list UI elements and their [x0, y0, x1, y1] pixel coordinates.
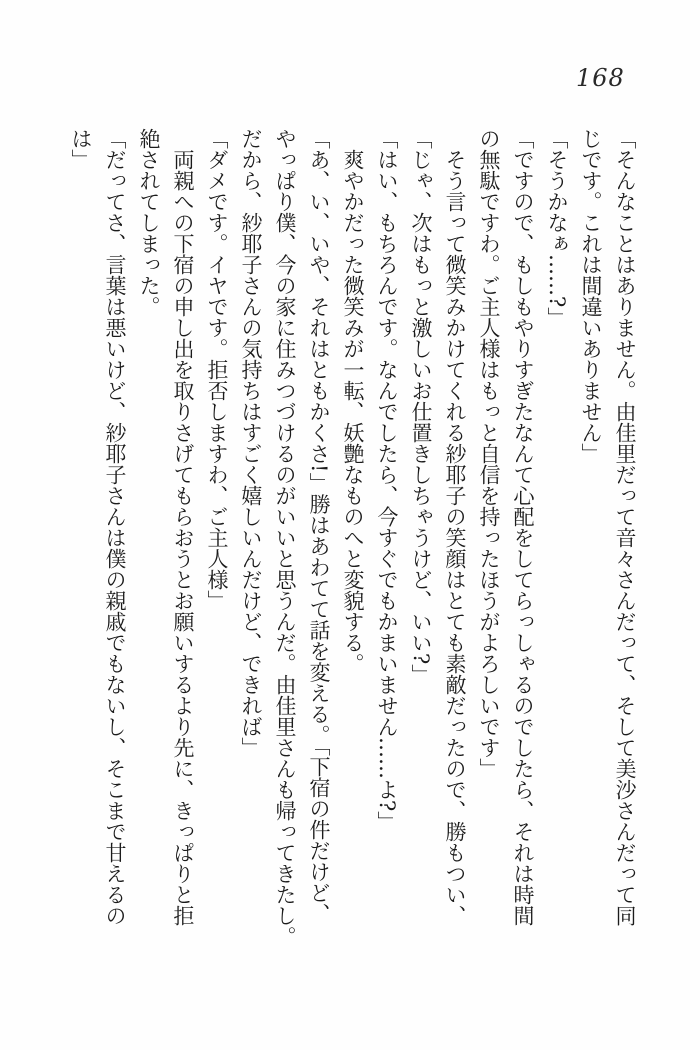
text-block	[64, 128, 642, 947]
text-column: 「はい、もちろんです。なんでしたら、今すぐでもかまいません……よ?」	[375, 128, 399, 833]
text-column: の無駄ですわ。ご主人様はもっと自信を持ったほうがよろしいです」	[477, 128, 501, 779]
text-column: は」	[69, 128, 93, 170]
paragraph-narration	[438, 128, 472, 928]
paragraph-dialogue	[472, 128, 540, 928]
paragraph-dialogue	[64, 128, 132, 928]
text-column: 「ダメです。イヤです。拒否しますわ、ご主人様」	[205, 128, 229, 611]
text-column: 「だってさ、言葉は悪いけど、紗耶子さんは僕の親戚でもないし、そこまで甘えるの	[103, 128, 127, 926]
paragraph-dialogue	[404, 128, 438, 928]
paragraph-narration	[336, 128, 370, 928]
text-column: 両親への下宿の申し出を取りさげてもらおうとお願いするより先に、きっぱりと拒	[171, 149, 195, 926]
paragraph-dialogue	[234, 128, 336, 947]
paragraph-dialogue	[574, 128, 642, 928]
paragraph-dialogue	[200, 128, 234, 928]
text-column: やっぱり僕、今の家に住みつづけるのがいいと思うんだ。由佳里さんも帰ってきたし。	[273, 128, 297, 947]
paragraph-narration	[132, 128, 200, 928]
text-column: 絶されてしまった。	[137, 128, 161, 317]
text-column: じです。これは間違いありません」	[579, 128, 603, 464]
page-number: 168	[576, 64, 625, 92]
paragraph-dialogue	[370, 128, 404, 928]
text-column: 爽やかだった微笑みが一転、妖艶なものへと変貌する。	[341, 149, 365, 674]
text-column: だから、紗耶子さんの気持ちはすごく嬉しいんだけど、できれば」	[239, 128, 263, 758]
paragraph-dialogue	[540, 128, 574, 928]
text-column: 「ですので、もしもやりすぎたなんて心配をしてらっしゃるのでしたら、それは時間	[511, 128, 535, 926]
text-column: そう言って微笑みかけてくれる紗耶子の笑顔はとても素敵だったので、勝もつい、	[443, 149, 467, 926]
text-column: 「そんなことはありません。由佳里だって音々さんだって、そして美沙さんだって同	[613, 128, 637, 926]
text-column: 「そうかなぁ……?」	[545, 128, 569, 329]
text-column: 「あ、い、いや、それはともかくさ!」勝はあわてて話を変える。「下宿の件だけど、	[307, 128, 331, 924]
text-column: 「じゃ、次はもっと激しいお仕置きしちゃうけど、いい?」	[409, 128, 433, 686]
